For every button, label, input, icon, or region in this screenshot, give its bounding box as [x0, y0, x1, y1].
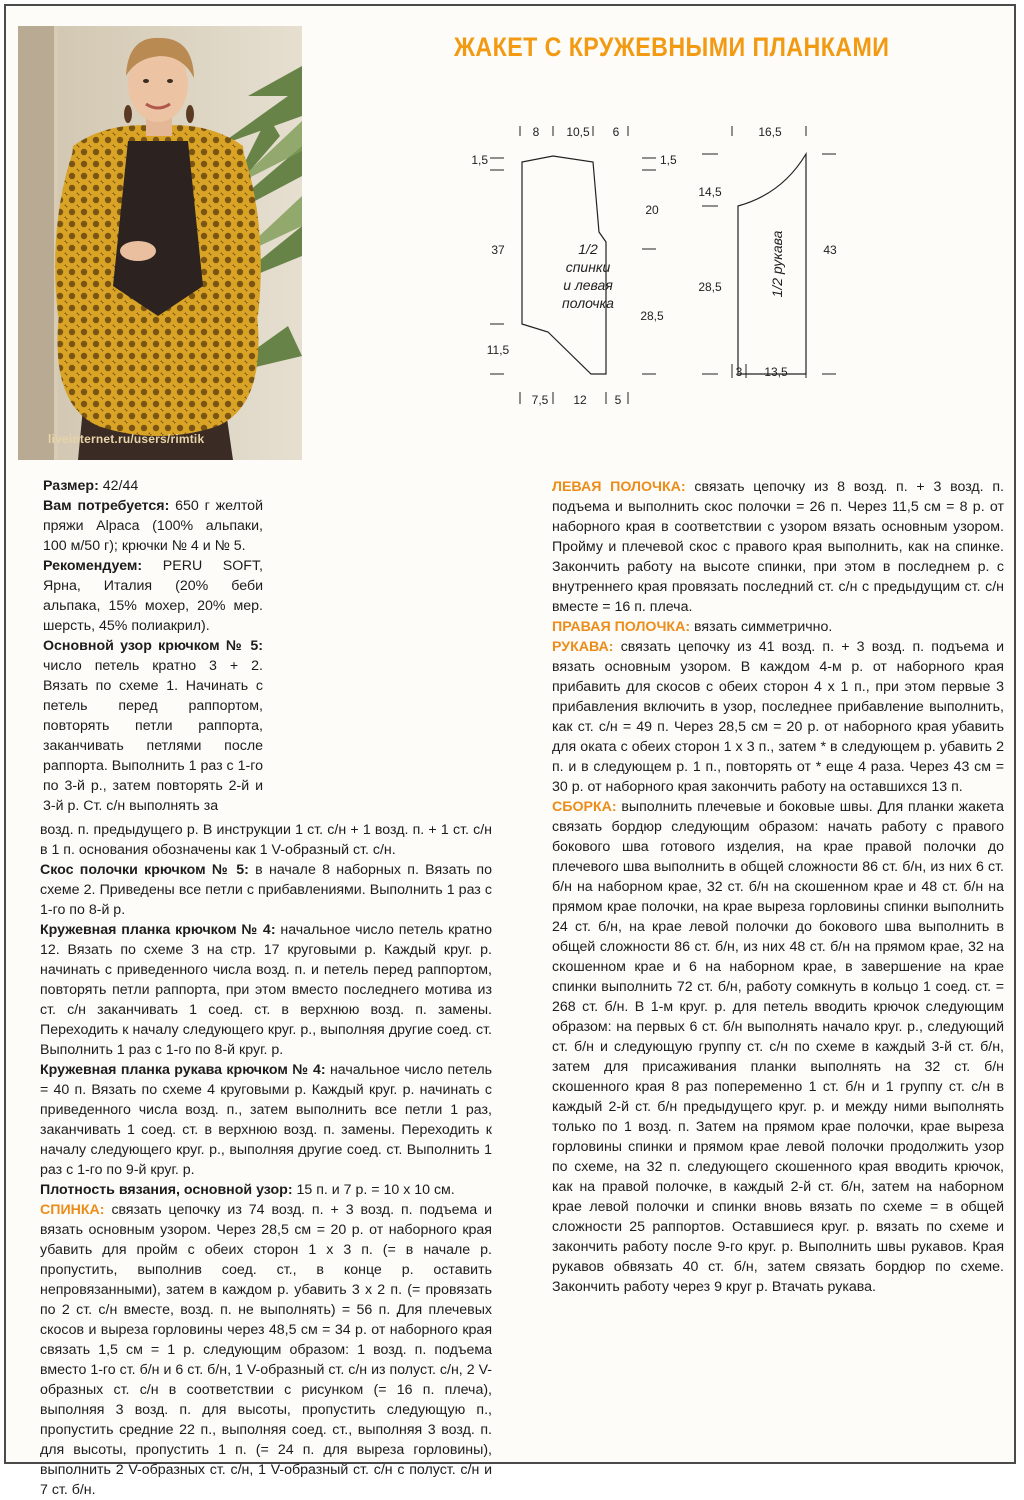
left-front-value: связать цепочку из 8 возд. п. + 3 возд. п. подъема и выполнить скос полочки = 26 п. Через 11,5 см = 8 р. от наборного края в соответствии с узором вязать основным узором. Пройму и плечевой скос с правого края выполнить, как на спинке. Закончить работу на высоте спинки, при этом в последнем р. с внутреннего края провязать последний ст. с/н с предыдущим ст. с/н вместе = 16 п. плеча.: [552, 479, 1004, 615]
left-front-label: ЛЕВАЯ ПОЛОЧКА:: [552, 479, 686, 495]
need-value: 650 г желтой пряжи Alpaca (100% альпаки, 100 м/50 г); крючки № 4 и № 5.: [43, 498, 263, 554]
dim-left-1: 1,5: [471, 153, 488, 167]
bevel-paragraph: [40, 860, 492, 920]
back-front-label-4: полочка: [562, 295, 614, 311]
magazine-page: [4, 4, 1016, 1498]
assembly-label: СБОРКА:: [552, 799, 617, 815]
sleeve-dim-top: 16,5: [758, 125, 782, 139]
main-pattern-paragraph-b: возд. п. предыдущего р. В инструкции 1 ст. с/н + 1 возд. п. + 1 ст. с/н в 1 п. основания обозначены как 1 V-образный ст. с/н.: [40, 822, 492, 858]
sleeve-lace-paragraph: [40, 1060, 492, 1180]
density-paragraph: [40, 1180, 492, 1200]
dim-bottom-1: 7,5: [531, 393, 549, 407]
text-column-a: [43, 476, 263, 816]
dim-top-2: 10,5: [566, 125, 590, 139]
main-pattern-paragraph-a: [43, 636, 263, 816]
sleeve-dim-right: 43: [823, 243, 837, 257]
lace-paragraph: [40, 920, 492, 1060]
sleeve-dim-left-2: 28,5: [698, 280, 722, 294]
lace-value: начальное число петель кратно 12. Вязать по схеме 3 на стр. 17 круговыми р. Каждый круг. р. начинать с приведенного числа возд. п. и петель перед раппортом, повторять петли раппорта, при этом вместо последнего мотива из ст. с/н заканчивать 1 соед. ст. в верхнюю возд. п. замены. Переходить к началу следующего круг. р., выполняя другие соед. ст. Выполнить 1 раз с 1-го по 8-й круг. р.: [40, 922, 492, 1058]
dim-right-1: 1,5: [660, 153, 677, 167]
sleeve-lace-label: Кружевная планка рукава крючком № 4:: [40, 1062, 326, 1078]
size-value: 42/44: [98, 478, 139, 494]
size-label: Размер:: [43, 478, 99, 494]
rec-paragraph: [43, 556, 263, 636]
dim-bottom-3: 5: [614, 393, 622, 407]
main-pattern-value-a: число петель кратно 3 + 2. Вязать по схеме 1. Начинать с петель перед раппортом, повторять петли раппорта, заканчивать петлями после раппорта. Выполнить 1 раз с 1-го по 3-й р., затем повторять 2-й и 3-й р. Ст. с/н выполнять за: [43, 658, 263, 814]
rec-label: Рекомендуем:: [43, 558, 143, 574]
need-label: Вам потребуется:: [43, 498, 170, 514]
main-pattern-label: Основной узор крючком № 5:: [43, 638, 263, 654]
right-front-paragraph: [552, 617, 1004, 637]
assembly-value: выполнить плечевые и боковые швы. Для планки жакета связать бордюр следующим образом: начать работу с правого бокового шва готового изделия, на крае правой полочки до плечевого шва выполнить в общей сложности 86 ст. б/н, из них 6 ст. б/н на наборном крае, 32 ст. б/н на скошенном крае и 48 ст. б/н на прямом крае полочки, на крае выреза горловины спинки выполнить 24 ст. б/н, на крае левой полочки до бокового шва выполнить в общей сложности 86 ст. б/н, из них 48 ст. б/н на прямом крае, 32 на скошенном крае и 6 на наборном крае, в завершение на крае спинки выполнить 72 ст. б/н, работу сомкнуть в кольцо 1 соед. ст. = 268 ст. б/н. В 1-м круг. р. для петель вводить крючок следующим образом: на первых 6 ст. б/н выполнять начало круг. р., следующий ст. б/н и следующую группу ст. с/н по схеме в каждый 3-й ст. б/н, затем для присаживания планки выполнять на 32 ст. б/н скошенного края 8 раз попеременно 1 ст. б/н и 1 группу ст. с/н в каждый 2-й ст. б/н предыдущего круг. р. и между ними выполнять только по 1 возд. п. Затем на прямом крае полочки, крае выреза горловины спинки и прямом крае левой полочки продолжить узор по схеме, на 32 п. следующего скошенного края вводить крючок, как на правой полочке, в каждый 2-й ст. б/н, затем на наборном крае левой полочки и спинки вновь вязать по схеме = в общей сложности 25 раппортов. Оставшиеся круг. р. вязать по схеме и закончить работу после 9-го круг. р. Выполнить швы рукавов. Края рукавов обвязать 40 ст. б/н, затем связать бордюр по схеме. Закончить работу через 9 круг р. Втачать рукава.: [552, 799, 1004, 1295]
lace-label: Кружевная планка крючком № 4:: [40, 922, 276, 938]
density-label: Плотность вязания, основной узор:: [40, 1182, 293, 1198]
left-front-paragraph: [552, 477, 1004, 617]
size-paragraph: [43, 476, 263, 496]
dim-left-3: 11,5: [486, 343, 510, 357]
assembly-paragraph: [552, 797, 1004, 1297]
back-value: связать цепочку из 74 возд. п. + 3 возд. п. подъема и вязать основным узором. Через 28,5 см = 20 р. от наборного края убавить для пройм с обеих сторон 1 х 3 п. (= в начале р. пропустить, выполнив соед. ст., в конце р. оставить непровязанными), затем в каждом р. убавить 3 х 2 п. (= провязать по 2 ст. с/н вместе, возд. п. не выполнять) = 56 п. Для плечевых скосов и выреза горловины через 48,5 см = 34 р. от наборного края связать 1,5 см = 1 р. следующим образом: 1 возд. п. подъема вместо 1-го ст. б/н и 6 ст. б/н, 1 V-образный ст. с/н из полуст. с/н, 2 V-образных ст. с/н в соответствии с рисунком (= 16 п. плеча), выполняя 3 возд. п. для высоты, пропустить следующую п., пропустить средние 22 п., выполняя соед. ст., выполняя 3 возд. п. для высоты, пропустить 1 п. (= 24 п. для выреза горловины), выполнить 2 V-образных ст. с/н, 1 V-образный ст. с/н с полуст. с/н и 7 ст. б/н.: [40, 1202, 492, 1498]
sleeve-dim-bottom-1: 3: [735, 365, 743, 379]
photo-credit: liveinternet.ru/users/rimtik: [48, 432, 205, 446]
sleeves-label: РУКАВА:: [552, 639, 614, 655]
right-front-value: вязать симметрично.: [690, 619, 833, 635]
dim-right-3: 28,5: [640, 309, 664, 323]
back-front-label-3: и левая: [563, 277, 613, 293]
sleeves-value: связать цепочку из 41 возд. п. + 3 возд. п. подъема и вязать основным узором. В каждом 4-м р. от наборного края прибавить для скосов с обеих сторон 4 х 1 п., при этом первые 3 прибавления включить в узор, последнее прибавление выполнить, как ст. с/н = 49 п. Через 28,5 см = 20 р. от наборного края убавить для оката с обеих сторон 1 х 3 п., затем * в следующем р. убавить 2 п. и в следующем р. 1 п., повторять от * еще 4 раза. Через 43 см = 30 р. от наборного края закончить работу на оставшихся 13 п.: [552, 639, 1004, 795]
sleeve-dim-left-1: 14,5: [698, 185, 722, 199]
back-paragraph: [40, 1200, 492, 1500]
need-paragraph: [43, 496, 263, 556]
bevel-label: Скос полочки крючком № 5:: [40, 862, 249, 878]
density-value: 15 п. и 7 р. = 10 х 10 см.: [292, 1182, 455, 1198]
bevel-value: в начале 8 наборных п. Вязать по схеме 2. Приведены все петли с прибавлениями. Выполнить 1 раз с 1-го по 8-й р.: [40, 862, 492, 918]
sleeve-label: 1/2 рукава: [769, 230, 785, 298]
dim-top-3: 6: [612, 125, 620, 139]
sleeve-lace-value: начальное число петель = 40 п. Вязать по схеме 4 круговыми р. Каждый круг. р. начинать с приведенного числа возд. п., затем выполнить все петли 1 раз, заканчивать 1 соед. ст. в верхнюю возд. п. замены. Переходить к началу следующего круг. р., выполняя другие соед. ст. Выполнить 1 раз с 1-го по 9-й круг. р.: [40, 1062, 492, 1178]
text-column-b: [40, 820, 492, 1500]
dim-left-2: 37: [491, 243, 505, 257]
back-front-label-2: спинки: [565, 259, 611, 275]
back-label: СПИНКА:: [40, 1202, 105, 1218]
sleeves-paragraph: [552, 637, 1004, 797]
rec-value: PERU SOFT, Ярна, Италия (20% беби альпака, 15% мохер, 20% мер. шерсть, 45% полиакрил).: [43, 558, 263, 634]
dim-top-1: 8: [532, 125, 540, 139]
pattern-schematic: [456, 114, 876, 414]
back-front-label-1: 1/2: [578, 241, 598, 257]
page-title: ЖАКЕТ С КРУЖЕВНЫМИ ПЛАНКАМИ: [454, 32, 890, 62]
model-illustration: [18, 26, 302, 460]
dim-right-2: 20: [645, 203, 659, 217]
sleeve-dim-bottom-2: 13,5: [764, 365, 788, 379]
right-front-label: ПРАВАЯ ПОЛОЧКА:: [552, 619, 691, 635]
model-photo: [18, 26, 302, 460]
text-column-c: [552, 477, 1004, 1297]
dim-bottom-2: 12: [573, 393, 587, 407]
